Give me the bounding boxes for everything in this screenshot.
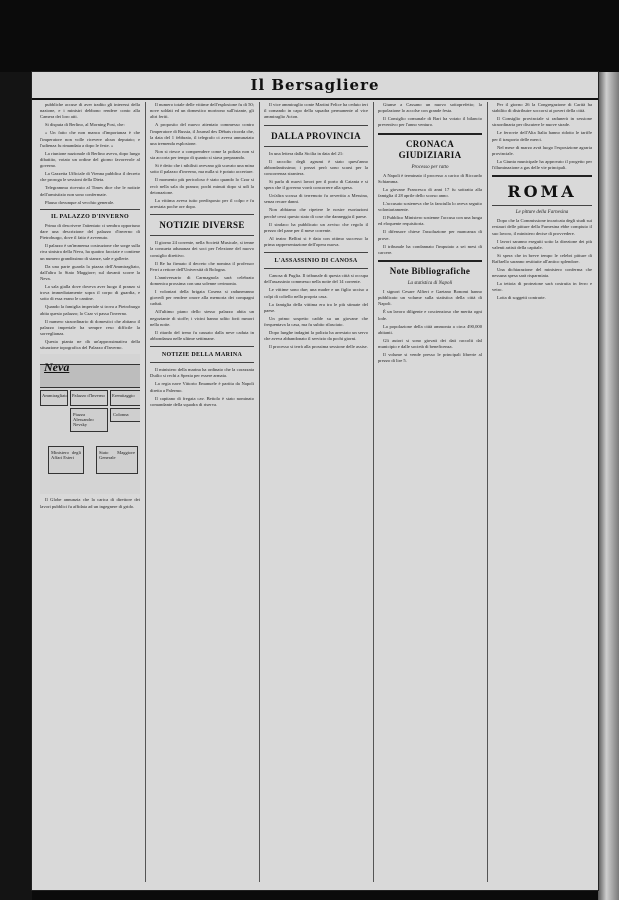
article-paragraph: Il ministero della marina ha ordinato che la corazzata Duilio si rechi a Spezia per essere armata. <box>150 367 254 379</box>
article-paragraph: Il momento più pericoloso è stato quando lo Czar si recò nella sala da pranzo; pochi minuti dopo si udì la detonazione. <box>150 177 254 195</box>
article-paragraph: Il Re ha firmato il decreto che nomina il professor Ferri a rettore dell'Università di Bologna. <box>150 260 254 272</box>
heading-frame <box>264 252 368 269</box>
article-paragraph: Si parla di nuovi lavori per il porto di Catania e si spera che il governo vorrà concorrere alla spesa. <box>264 179 368 191</box>
map-block-eremitaggio <box>110 390 140 406</box>
article-paragraph: I signori Cesare Alfieri e Gaetano Bonomi hanno pubblicato un volume sulla statistica della città di Napoli. <box>378 289 482 307</box>
heading-frame <box>150 214 254 236</box>
article-paragraph: Canosa di Puglia. Il tribunale di questa città si occupa dell'assassinio commesso nella notte del 14 corrente. <box>264 273 368 285</box>
article-paragraph: All'ultimo piano dello stesso palazzo abita un negoziante di stoffe; i vicini hanno udito forti rumori nella notte. <box>150 309 254 327</box>
article-paragraph: « Un fatto che non manca d'importanza è che l'imperatore non volle ricevere alcun deputato; e l'udienza fu rimandata a dopo le feste. » <box>40 130 140 148</box>
section-heading: Note Bibliografiche <box>389 266 471 277</box>
section-heading: CRONACA GIUDIZIARIA <box>398 138 462 160</box>
column-2 <box>150 102 254 882</box>
article-paragraph: Il volume si vende presso le principali librerie al prezzo di lire 5. <box>378 352 482 364</box>
article-paragraph: La riunione nazionale di Berlino aveva, dopo lungo dibattito, votato un ordine del giorno favorevole al governo. <box>40 150 140 169</box>
article-paragraph: Il numero totale delle vittime dell'esplosione fu di 50; nove soldati ed un domestico morirono sull'istante, gli altri feriti. <box>150 102 254 120</box>
column-5 <box>492 102 592 882</box>
newspaper-page <box>32 72 598 890</box>
column-4 <box>378 102 482 882</box>
article-paragraph: In una lettera dalla Sicilia in data del 21: <box>269 150 344 156</box>
article-paragraph: L'accusato sosteneva che la fanciulla lo aveva seguito volontariamente. <box>378 201 482 213</box>
map-label: Stato Maggiore Generale <box>99 450 135 461</box>
map-label: Eremitaggio <box>112 393 135 399</box>
article-paragraph: Da una parte guarda la piazza dell'Ammiragliato, dall'altra lo Stato Maggiore; sul davanti scorre la Neva. <box>40 263 140 282</box>
divider <box>378 260 482 262</box>
palace-map <box>40 354 140 494</box>
article-paragraph: La regia nave Vittorio Emanuele è partita da Napoli diretta a Palermo. <box>150 381 254 393</box>
article-paragraph: I lavori saranno eseguiti sotto la direzione dei più valenti artisti della capitale. <box>492 238 592 250</box>
article-paragraph: Il sindaco ha pubblicato un avviso che regola il prezzo del pane per il mese corrente. <box>264 221 368 233</box>
column-rule <box>259 102 260 882</box>
column-rule <box>487 102 488 882</box>
article-paragraph: I volontari della brigata Cosenz si raduneranno giovedì per rendere onore alla memoria dei compagni caduti. <box>150 289 254 307</box>
article-paragraph: Non si riesce a comprendere come la polizia non si sia accorta per tempo di quanto si stava preparando. <box>150 149 254 161</box>
map-block-ministero <box>48 446 84 474</box>
section-heading: ROMA <box>507 182 577 202</box>
section-heading: NOTIZIE DIVERSE <box>159 220 245 231</box>
map-label: Ministero degli Affari Esteri <box>51 450 81 461</box>
article-paragraph: Il Consiglio provinciale si radunerà in sessione straordinaria per discutere le nuove strade. <box>492 116 592 128</box>
article-paragraph: Il difensore chiese l'assoluzione per mancanza di prove. <box>378 229 482 241</box>
masthead-title: Il Bersagliere <box>250 76 380 94</box>
divider <box>492 205 592 206</box>
article-paragraph: Al teatro Bellini si è data con ottimo successo la prima rappresentazione dell'opera nuova. <box>264 235 368 248</box>
map-block-stato-maggiore <box>96 446 138 474</box>
article-paragraph: Si disputa di Berlino, al Morning Post, che: <box>45 122 125 128</box>
article-paragraph: Le ferrovie dell'Alta Italia hanno ridotto le tariffe per il trasporto delle merci. <box>492 130 592 142</box>
article-paragraph: Il Pubblico Ministero sostenne l'accusa con una lunga ed eloquente requisitoria. <box>378 215 482 227</box>
article-paragraph: Per il giorno 26 la Congregazione di Carità ha stabilito di distribuire soccorsi ai poveri della città. <box>492 102 592 114</box>
article-paragraph: L'anniversario di Carmagnola sarà celebrato domenica prossima con una solenne cerimonia. <box>150 274 254 287</box>
article-paragraph: Il capitano di fregata cav. Bettolo è stato nominato comandante della squadra di riserva. <box>150 395 254 407</box>
map-block-palazzo <box>70 390 108 406</box>
article-paragraph: Prima di descrivere l'attentato ci sembra opportuno dare una descrizione del palazzo d'inverno di Pietroburgo, dove il fatto è avvenuto. <box>40 222 140 241</box>
section-heading: NOTIZIE DELLA MARINA <box>161 352 243 359</box>
section-heading: DALLA PROVINCIA <box>271 130 361 141</box>
article-paragraph: Un'altra scossa di terremoto fu avvertita a Messina, senza recare danni. <box>264 193 368 205</box>
article-paragraph: La famiglia della vittima era tra le più stimate del paese. <box>264 301 368 313</box>
divider <box>378 133 482 135</box>
article-paragraph: Il raccolto degli agrumi è stato quest'anno abbondantissimo; i prezzi però sono scarsi per la concorrenza straniera. <box>264 158 368 177</box>
article-paragraph: La Gazzetta Ufficiale di Vienna pubblica il decreto che proroga le sessioni della Dieta. <box>40 171 140 183</box>
article-paragraph: La giovane Francesca di anni 17 fu sottratta alla famiglia il 28 aprile dello scorso anno. <box>378 186 482 199</box>
section-subheading: Le pitture della Farnesina <box>515 210 569 216</box>
map-label: Colonna <box>113 412 129 418</box>
column-rule <box>373 102 374 882</box>
article-paragraph: Il numero straordinario di domestici che abitano il palazzo imperiale ha sempre reso difficile la sorveglianza. <box>40 318 140 337</box>
article-paragraph: La tettoia di protezione sarà costruita in ferro e vetro. <box>492 281 592 293</box>
article-paragraph: A proposito del nuovo attentato commesso contro l'imperatore di Russia, il Journal des Débats ricorda che, la data del 1 febbraio, il telegrafo ci aveva annunziato una tremenda esplosione. <box>150 122 254 147</box>
map-caption: Questa pianta ne dà un'approssimativa della situazione topografica del Palazzo d'Inverno. <box>40 339 140 351</box>
article-paragraph: Nel mese di marzo avrà luogo l'esposizione agraria provinciale. <box>492 144 592 156</box>
section-heading: IL PALAZZO D'INVERNO <box>51 213 129 220</box>
article-paragraph: La Giunta municipale ha approvato il progetto per l'illuminazione a gas delle vie principali. <box>492 158 592 171</box>
article-paragraph: Plauso dovunque al vecchio generale. <box>45 199 115 205</box>
divider <box>40 209 140 210</box>
article-paragraph: Telegramma ricevuto al Times dice che le notizie dell'armistizio non sono confermate. <box>40 185 140 197</box>
article-paragraph: La vittima aveva tutto predisposto per il colpo e fu arrestata poche ore dopo. <box>150 197 254 210</box>
map-block-colonna <box>110 408 140 422</box>
article-paragraph: Il processo si terrà alla prossima sessione delle assise. <box>269 344 368 350</box>
scan-left-margin <box>0 72 32 900</box>
article-paragraph: Il vice ammiraglio conte Martini Felice ha ceduto ieri il comando in capo della squadra permanente al vice ammiraglio Acton. <box>264 102 368 120</box>
article-paragraph: Gli autori si sono giovati dei dati raccolti dal municipio e dalle società di beneficenza. <box>378 337 482 350</box>
article-paragraph: Quando la famiglia imperiale si trova a Pietroburgo abita questo palazzo; lo Czar vi passa l'inverno. <box>40 304 140 316</box>
map-label: Palazzo d'Inverno <box>72 393 105 399</box>
article-paragraph: Il giorno 24 corrente, nella Società Musicale, si tenne la consueta adunanza dei soci per l'elezione del nuovo consiglio direttivo. <box>150 240 254 258</box>
article-paragraph: Lotta di soggetti contrarie. <box>497 295 546 301</box>
divider <box>492 175 592 177</box>
map-block-ammiragliato <box>40 390 68 406</box>
article-paragraph: Non abbiamo che ripetere le nostre esortazioni perché cessi questo stato di cose che danneggia il paese. <box>264 207 368 219</box>
neva-river <box>40 360 140 388</box>
section-subheading: La statistica di Napoli <box>407 281 453 287</box>
article-paragraph: A Napoli è terminato il processo a carico di Riccardo Schiamma. <box>378 172 482 184</box>
masthead <box>32 72 598 100</box>
article-paragraph: Una dichiarazione del ministero conferma che nessuna spesa sarà risparmiata. <box>492 267 592 279</box>
column-3 <box>264 102 368 882</box>
article-paragraph: Il tribunale ha condannato l'imputato a sei mesi di carcere. <box>378 243 482 255</box>
section-heading: L'ASSASSINIO DI CANOSA <box>274 258 358 265</box>
article-paragraph: Dopo lunghe indagini la polizia ha arrestato un servo che aveva abbandonato il servizio da pochi giorni. <box>264 330 368 342</box>
article-paragraph: Un primo sospetto cadde su un giovane che frequentava la casa, ma fu subito rilasciato. <box>264 315 368 328</box>
article-paragraph: Il Globe annunzia che la carica di direttore dei lavori pubblici fu affidata ad un ingegnere di grido. <box>40 497 140 509</box>
section-subheading: Processo per ratto <box>411 164 449 170</box>
article-paragraph: Si spera che in breve tempo le celebri pitture di Raffaello saranno restituite all'antico splendore. <box>492 252 592 265</box>
article-paragraph: Le vittime sono due; una madre e un figlio ucciso a colpi di coltello nella propria casa. <box>264 287 368 299</box>
heading-frame <box>150 346 254 363</box>
article-paragraph: Il Consiglio comunale di Bari ha votato il bilancio preventivo per l'anno venturo. <box>378 116 482 128</box>
river-label: Neva <box>44 360 70 375</box>
column-rule <box>145 102 146 882</box>
scan-right-edge <box>598 72 619 900</box>
heading-frame <box>264 125 368 147</box>
column-1 <box>40 102 140 882</box>
article-paragraph: Il palazzo è un'immensa costruzione che sorge sulla riva sinistra della Neva, ha quattro facciate e contiene un numero grandissimo di stanze, sale e gallerie. <box>40 243 140 261</box>
map-block-piazza <box>70 408 108 432</box>
article-paragraph: Il ritardo del treno fu causato dalla neve caduta in abbondanza nelle ultime settimane. <box>150 329 254 342</box>
article-paragraph: La popolazione della città ammonta a circa 490,000 abitanti. <box>378 323 482 335</box>
article-paragraph: Si è detto che i nihilisti avevano già scavato una mina sotto il palazzo d'inverno, ma nulla si è potuto accertare. <box>150 163 254 175</box>
map-label: Piazza Alessandro Nevsky <box>73 412 94 428</box>
article-paragraph: Dopo che la Commissione incaricata degli studi sui restauri delle pitture della Farnesina ebbe compiuto il suo lavoro, il ministero decise di provvedere. <box>492 218 592 236</box>
article-paragraph: pubbliche accuse di aver tradito gli interessi della nazione, e i ministri debbono rendere conto alla Camera dei loro atti. <box>40 102 140 120</box>
article-paragraph: Giunse a Cassano un nuovo sottoprefetto; la popolazione lo accolse con grande festa. <box>378 102 482 114</box>
map-label: Ammiragliato <box>42 393 68 399</box>
article-paragraph: La sala gialla dove doveva aver luogo il pranzo si trova immediatamente sopra il corpo di guardia, e sotto di essa erano le cantine. <box>40 284 140 302</box>
article-paragraph: È un lavoro diligente e coscienzioso che merita ogni lode. <box>378 309 482 321</box>
